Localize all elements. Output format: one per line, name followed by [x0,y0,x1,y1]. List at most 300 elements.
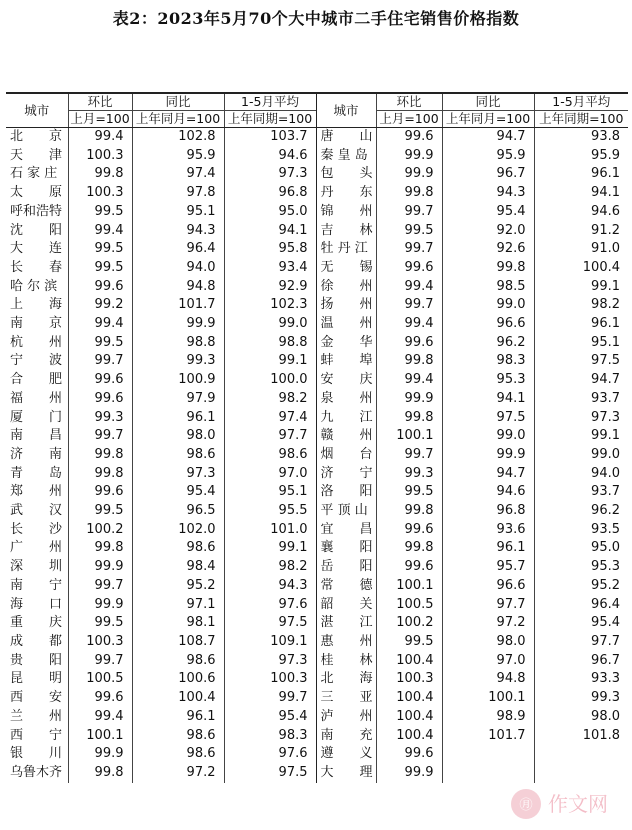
table-row [6,483,628,502]
base-avg-right: 上年同期=100 [534,111,628,128]
avg-value: 97.5 [224,764,316,783]
city-name: 昆 明 [10,671,63,687]
mom-value: 99.5 [68,614,132,633]
city-name: 湛 江 [316,614,376,633]
yoy-value: 96.1 [442,539,534,558]
mom-value: 99.5 [376,633,442,652]
avg-value: 97.4 [224,409,316,428]
yoy-value: 99.8 [442,259,534,278]
yoy-value: 98.5 [442,278,534,297]
yoy-value: 95.4 [442,203,534,222]
mom-value: 99.8 [376,502,442,521]
yoy-value: 95.2 [132,577,224,596]
yoy-value: 101.7 [442,727,534,746]
yoy-value: 97.8 [132,184,224,203]
yoy-value: 99.0 [442,296,534,315]
yoy-value: 99.3 [132,352,224,371]
avg-value: 101.8 [534,727,628,746]
mom-value: 99.6 [376,334,442,353]
yoy-value: 96.1 [132,708,224,727]
city-name: 杭 州 [10,334,63,350]
city-name: 重 庆 [10,615,63,631]
yoy-value: 99.9 [132,315,224,334]
col-yoy-right: 同比 [442,93,534,111]
mom-value: 99.5 [68,259,132,278]
yoy-value: 95.9 [132,147,224,166]
yoy-value: 95.1 [132,203,224,222]
base-avg-left: 上年同期=100 [224,111,316,128]
mom-value: 99.8 [68,539,132,558]
avg-value: 98.2 [224,390,316,409]
mom-value: 99.8 [68,764,132,783]
mom-value: 99.6 [376,128,442,147]
avg-value: 93.7 [534,483,628,502]
table-row [6,278,628,297]
yoy-value: 99.9 [442,446,534,465]
table-row [6,446,628,465]
yoy-value: 92.6 [442,240,534,259]
mom-value: 99.8 [376,352,442,371]
table-row [6,184,628,203]
yoy-value: 94.3 [132,222,224,241]
yoy-value: 98.6 [132,727,224,746]
yoy-value: 94.0 [132,259,224,278]
yoy-value: 96.5 [132,502,224,521]
yoy-value: 98.1 [132,614,224,633]
avg-value: 99.1 [224,352,316,371]
city-name: 大 理 [316,764,376,783]
city-name: 银 川 [10,746,63,762]
city-name: 海 口 [10,596,63,612]
avg-value: 95.4 [224,708,316,727]
avg-value: 109.1 [224,633,316,652]
city-name: 桂 林 [316,652,376,671]
mom-value: 99.8 [68,465,132,484]
avg-value: 99.1 [534,278,628,297]
city-name: 锦 州 [316,203,376,222]
city-name: 金 华 [316,334,376,353]
yoy-value: 94.7 [442,128,534,147]
mom-value: 99.7 [376,446,442,465]
col-yoy-left: 同比 [132,93,224,111]
yoy-value: 94.8 [132,278,224,297]
table-row [6,147,628,166]
city-name: 西 安 [10,690,63,706]
mom-value: 99.4 [68,708,132,727]
avg-value: 96.2 [534,502,628,521]
table-row [6,502,628,521]
table-row [6,745,628,764]
table-row [6,670,628,689]
city-name: 赣 州 [316,427,376,446]
mom-value: 99.6 [376,521,442,540]
mom-value: 99.2 [68,296,132,315]
table-row [6,521,628,540]
yoy-value: 100.6 [132,670,224,689]
mom-value: 99.7 [376,203,442,222]
avg-value: 100.0 [224,371,316,390]
mom-value: 99.6 [376,745,442,764]
yoy-value: 97.1 [132,596,224,615]
table-row [6,558,628,577]
mom-value: 99.4 [68,128,132,147]
avg-value: 94.7 [534,371,628,390]
mom-value: 100.4 [376,708,442,727]
city-name: 北 海 [316,670,376,689]
mom-value: 100.3 [68,184,132,203]
mom-value: 100.2 [376,614,442,633]
avg-value: 95.1 [224,483,316,502]
avg-value: 97.5 [224,614,316,633]
yoy-value: 94.1 [442,390,534,409]
yoy-value: 100.4 [132,689,224,708]
yoy-value: 94.8 [442,670,534,689]
mom-value: 99.8 [376,539,442,558]
mom-value: 99.6 [68,689,132,708]
avg-value: 99.1 [534,427,628,446]
avg-value: 97.7 [534,633,628,652]
city-name: 韶 关 [316,596,376,615]
mom-value: 99.4 [376,278,442,297]
table-row [6,708,628,727]
watermark-text: 作文网 [548,792,608,816]
mom-value: 99.9 [376,764,442,783]
avg-value: 94.6 [224,147,316,166]
yoy-value: 95.7 [442,558,534,577]
avg-value: 95.9 [534,147,628,166]
city-name: 太 原 [10,185,63,201]
mom-value: 99.9 [68,558,132,577]
city-name: 洛 阳 [316,483,376,502]
yoy-value: 101.7 [132,296,224,315]
yoy-value: 98.8 [132,334,224,353]
watermark-logo [508,784,628,824]
city-name: 徐 州 [316,278,376,297]
avg-value: 93.7 [534,390,628,409]
city-name: 呼和浩特 [10,203,63,219]
avg-value: 97.3 [224,652,316,671]
table-row [6,727,628,746]
mom-value: 99.5 [68,334,132,353]
table-row [6,652,628,671]
avg-value: 95.5 [224,502,316,521]
mom-value: 100.1 [68,727,132,746]
mom-value: 99.6 [68,483,132,502]
yoy-value: 96.6 [442,315,534,334]
avg-value: 95.0 [224,203,316,222]
yoy-value: 96.6 [442,577,534,596]
page-title: 表2：2023年5月70个大中城市二手住宅销售价格指数 [112,9,520,28]
table-row [6,427,628,446]
avg-value: 101.0 [224,521,316,540]
yoy-value: 94.3 [442,184,534,203]
avg-value: 97.3 [224,165,316,184]
avg-value: 92.9 [224,278,316,297]
city-name: 三 亚 [316,689,376,708]
col-mom-right: 环比 [376,93,442,111]
city-name: 平 顶 山 [316,502,376,521]
avg-value: 95.4 [534,614,628,633]
yoy-value: 98.0 [442,633,534,652]
yoy-value: 97.2 [132,764,224,783]
col-mom-left: 环比 [68,93,132,111]
avg-value: 102.3 [224,296,316,315]
city-name: 常 德 [316,577,376,596]
base-mom-left: 上月=100 [68,111,132,128]
yoy-value: 97.4 [132,165,224,184]
city-name: 长 春 [10,259,63,275]
table-row [6,371,628,390]
yoy-value: 95.3 [442,371,534,390]
avg-value: 93.8 [534,128,628,147]
avg-value: 97.0 [224,465,316,484]
mom-value: 100.4 [376,727,442,746]
table-row [6,596,628,615]
mom-value: 99.4 [376,315,442,334]
avg-value [534,764,628,783]
avg-value: 99.7 [224,689,316,708]
city-name: 宜 昌 [316,521,376,540]
mom-value: 99.6 [376,558,442,577]
avg-value: 98.8 [224,334,316,353]
avg-value: 93.5 [534,521,628,540]
avg-value: 100.3 [224,670,316,689]
city-name: 遵 义 [316,745,376,764]
yoy-value: 97.2 [442,614,534,633]
yoy-value: 96.7 [442,165,534,184]
mom-value: 99.3 [68,409,132,428]
avg-value: 103.7 [224,128,316,147]
yoy-value: 98.6 [132,745,224,764]
city-name: 包 头 [316,165,376,184]
col-city-right: 城市 [316,93,376,128]
avg-value: 95.3 [534,558,628,577]
table-row [6,614,628,633]
mom-value: 99.5 [68,240,132,259]
avg-value: 94.1 [534,184,628,203]
city-name: 广 州 [10,540,63,556]
yoy-value: 100.9 [132,371,224,390]
mom-value: 100.1 [376,427,442,446]
mom-value: 100.4 [376,689,442,708]
avg-value: 97.5 [534,352,628,371]
city-name: 合 肥 [10,372,63,388]
city-name: 武 汉 [10,503,63,519]
yoy-value: 97.5 [442,409,534,428]
mom-value: 100.3 [68,147,132,166]
city-name: 扬 州 [316,296,376,315]
avg-value: 94.6 [534,203,628,222]
city-name: 北 京 [10,129,63,144]
mom-value: 99.6 [376,259,442,278]
avg-value: 93.3 [534,670,628,689]
yoy-value: 99.0 [442,427,534,446]
mom-value: 99.8 [68,446,132,465]
city-name: 蚌 埠 [316,352,376,371]
table-row [6,764,628,783]
city-name: 厦 门 [10,409,63,425]
mom-value: 100.4 [376,652,442,671]
avg-value [534,745,628,764]
avg-value: 99.0 [224,315,316,334]
mom-value: 99.5 [68,502,132,521]
table-row [6,689,628,708]
city-name: 石 家 庄 [10,166,58,182]
avg-value: 91.2 [534,222,628,241]
city-name: 济 宁 [316,465,376,484]
yoy-value: 97.3 [132,465,224,484]
city-name: 青 岛 [10,465,63,481]
yoy-value: 98.0 [132,427,224,446]
city-name: 唐 山 [316,128,376,147]
mom-value: 100.5 [68,670,132,689]
city-name: 南 充 [316,727,376,746]
mom-value: 99.8 [376,409,442,428]
mom-value: 99.9 [68,596,132,615]
mom-value: 99.9 [68,745,132,764]
table-row [6,352,628,371]
yoy-value: 108.7 [132,633,224,652]
city-name: 南 京 [10,316,63,332]
city-name: 牡 丹 江 [316,240,376,259]
city-name: 郑 州 [10,484,63,500]
table-row [6,128,628,147]
mom-value: 99.6 [68,371,132,390]
yoy-value: 92.0 [442,222,534,241]
city-name: 乌鲁木齐 [10,764,63,780]
col-city-left: 城市 [6,93,68,128]
mom-value: 99.6 [68,390,132,409]
city-name: 上 海 [10,297,63,313]
avg-value: 95.8 [224,240,316,259]
avg-value: 94.0 [534,465,628,484]
avg-value: 98.2 [534,296,628,315]
avg-value: 99.1 [224,539,316,558]
avg-value: 98.2 [224,558,316,577]
price-index-table [6,92,628,783]
avg-value: 95.1 [534,334,628,353]
city-name: 安 庆 [316,371,376,390]
table-row [6,334,628,353]
mom-value: 100.2 [68,521,132,540]
yoy-value: 96.4 [132,240,224,259]
mom-value: 99.8 [376,184,442,203]
table-row [6,240,628,259]
avg-value: 97.7 [224,427,316,446]
mom-value: 100.1 [376,577,442,596]
city-name: 西 宁 [10,727,63,743]
table-row [6,633,628,652]
mom-value: 99.7 [68,652,132,671]
table-row [6,465,628,484]
city-name: 贵 阳 [10,652,63,668]
city-name: 济 南 [10,446,63,462]
avg-value: 100.4 [534,259,628,278]
mom-value: 99.4 [68,222,132,241]
mom-value: 99.5 [68,203,132,222]
mom-value: 99.9 [376,147,442,166]
table-row [6,409,628,428]
mom-value: 99.7 [376,240,442,259]
mom-value: 99.7 [68,577,132,596]
city-name: 南 昌 [10,428,63,444]
table-row [6,577,628,596]
avg-value: 96.4 [534,596,628,615]
city-name: 南 宁 [10,577,63,593]
city-name: 大 连 [10,241,63,257]
city-name: 秦 皇 岛 [316,147,376,166]
mom-value: 99.9 [376,390,442,409]
city-name: 襄 阳 [316,539,376,558]
city-name: 兰 州 [10,708,63,724]
table-row [6,296,628,315]
mom-value: 99.8 [68,165,132,184]
mom-value: 99.9 [376,165,442,184]
yoy-value: 97.0 [442,652,534,671]
header-row [6,93,628,111]
avg-value: 95.2 [534,577,628,596]
yoy-value: 98.6 [132,446,224,465]
yoy-value: 100.1 [442,689,534,708]
mom-value: 100.3 [376,670,442,689]
city-name: 深 圳 [10,559,63,575]
yoy-value: 94.7 [442,465,534,484]
avg-value: 98.6 [224,446,316,465]
avg-value: 99.3 [534,689,628,708]
col-avg-left: 1-5月平均 [224,93,316,111]
city-name: 岳 阳 [316,558,376,577]
city-name: 哈 尔 滨 [10,278,58,294]
yoy-value: 96.1 [132,409,224,428]
mom-value: 100.3 [68,633,132,652]
yoy-value: 102.0 [132,521,224,540]
city-name: 成 都 [10,633,63,649]
yoy-value: 98.6 [132,652,224,671]
avg-value: 96.8 [224,184,316,203]
avg-value: 97.6 [224,745,316,764]
avg-value: 98.0 [534,708,628,727]
city-name: 丹 东 [316,184,376,203]
avg-value: 94.1 [224,222,316,241]
city-name: 烟 台 [316,446,376,465]
city-name: 温 州 [316,315,376,334]
mom-value: 99.7 [68,352,132,371]
yoy-value: 97.7 [442,596,534,615]
mom-value: 99.4 [376,371,442,390]
yoy-value: 95.4 [132,483,224,502]
avg-value: 91.0 [534,240,628,259]
yoy-value [442,745,534,764]
base-yoy-left: 上年同月=100 [132,111,224,128]
yoy-value: 98.4 [132,558,224,577]
avg-value: 97.3 [534,409,628,428]
city-name: 长 沙 [10,521,63,537]
table-row [6,539,628,558]
city-name: 九 江 [316,409,376,428]
mom-value: 99.6 [68,278,132,297]
col-avg-right: 1-5月平均 [534,93,628,111]
yoy-value: 98.9 [442,708,534,727]
mom-value: 100.5 [376,596,442,615]
yoy-value [442,764,534,783]
yoy-value: 97.9 [132,390,224,409]
yoy-value: 102.8 [132,128,224,147]
mom-value: 99.3 [376,465,442,484]
city-name: 惠 州 [316,633,376,652]
yoy-value: 95.9 [442,147,534,166]
table-row [6,203,628,222]
base-mom-right: 上月=100 [376,111,442,128]
